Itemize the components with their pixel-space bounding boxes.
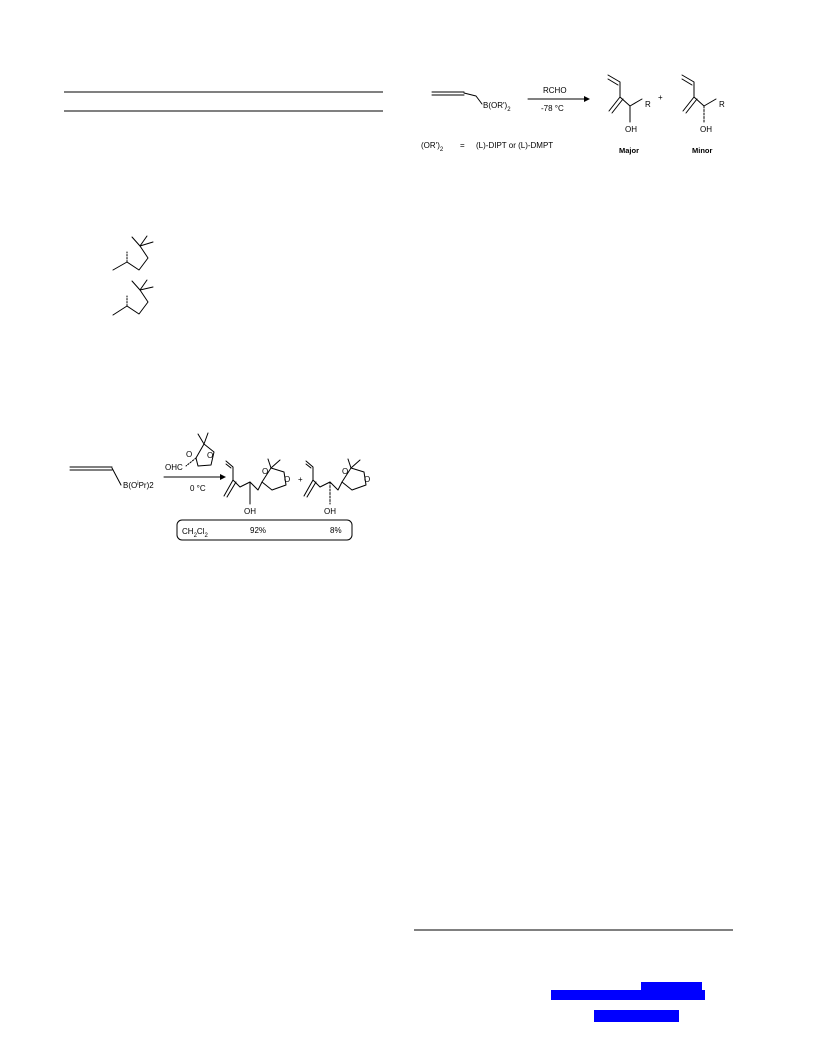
ligand-structure-a <box>113 236 153 270</box>
condition-label: 0 °C <box>190 484 206 493</box>
svg-text:O: O <box>342 467 349 476</box>
ligand-structure-b <box>113 280 153 315</box>
glyceraldehyde-acetonide <box>165 433 214 472</box>
solvent-label: $CH_2Cl_2$ <box>182 527 208 539</box>
reaction-arrow-left <box>164 474 226 493</box>
minor-product-right <box>682 75 725 134</box>
link-highlight-2[interactable] <box>551 990 705 1000</box>
link-highlight-3[interactable] <box>594 1010 679 1022</box>
major-r: R <box>645 100 651 109</box>
major-yield: 92% <box>250 526 267 535</box>
minor-r: R <box>719 100 725 109</box>
acetonide-o2: O <box>207 451 214 460</box>
reaction-arrow-right <box>528 86 590 113</box>
product-oh-2: OH <box>324 507 336 516</box>
svg-text:O: O <box>284 475 291 484</box>
svg-text:=: = <box>460 141 465 150</box>
link-highlight-1[interactable] <box>641 982 702 990</box>
reagent-rcho: RCHO <box>543 86 567 95</box>
allenyl-boronate-reagent <box>70 467 154 490</box>
minor-oh: OH <box>700 125 712 134</box>
temperature-label: -78 °C <box>541 104 564 113</box>
major-product-left <box>224 459 290 516</box>
minor-yield: 8% <box>330 526 342 535</box>
results-table <box>177 520 352 540</box>
svg-text:(OR')2: $(OR')_2$ <box>421 141 444 153</box>
svg-text:(L)-DIPT or (L)-DMPT: (L)-DIPT or (L)-DMPT <box>476 141 554 150</box>
product-oh-1: OH <box>244 507 256 516</box>
plus-sign-left: + <box>298 475 303 484</box>
plus-sign-right: + <box>658 93 663 102</box>
major-product-right <box>608 75 651 134</box>
major-oh: OH <box>625 125 637 134</box>
minor-product-left <box>304 459 370 516</box>
minor-label: Minor <box>692 146 713 155</box>
allenyl-boronate-general <box>432 92 511 113</box>
ligand-definition <box>421 141 553 153</box>
svg-text:O: O <box>364 475 371 484</box>
major-label: Major <box>619 146 640 155</box>
aldehyde-label: OHC <box>165 463 183 472</box>
svg-text:O: O <box>262 467 269 476</box>
boron-label: $B(O^iPr)2$ <box>123 481 154 490</box>
acetonide-o1: O <box>186 450 193 459</box>
reagent-label: $B(OR')_2$ <box>483 101 511 113</box>
